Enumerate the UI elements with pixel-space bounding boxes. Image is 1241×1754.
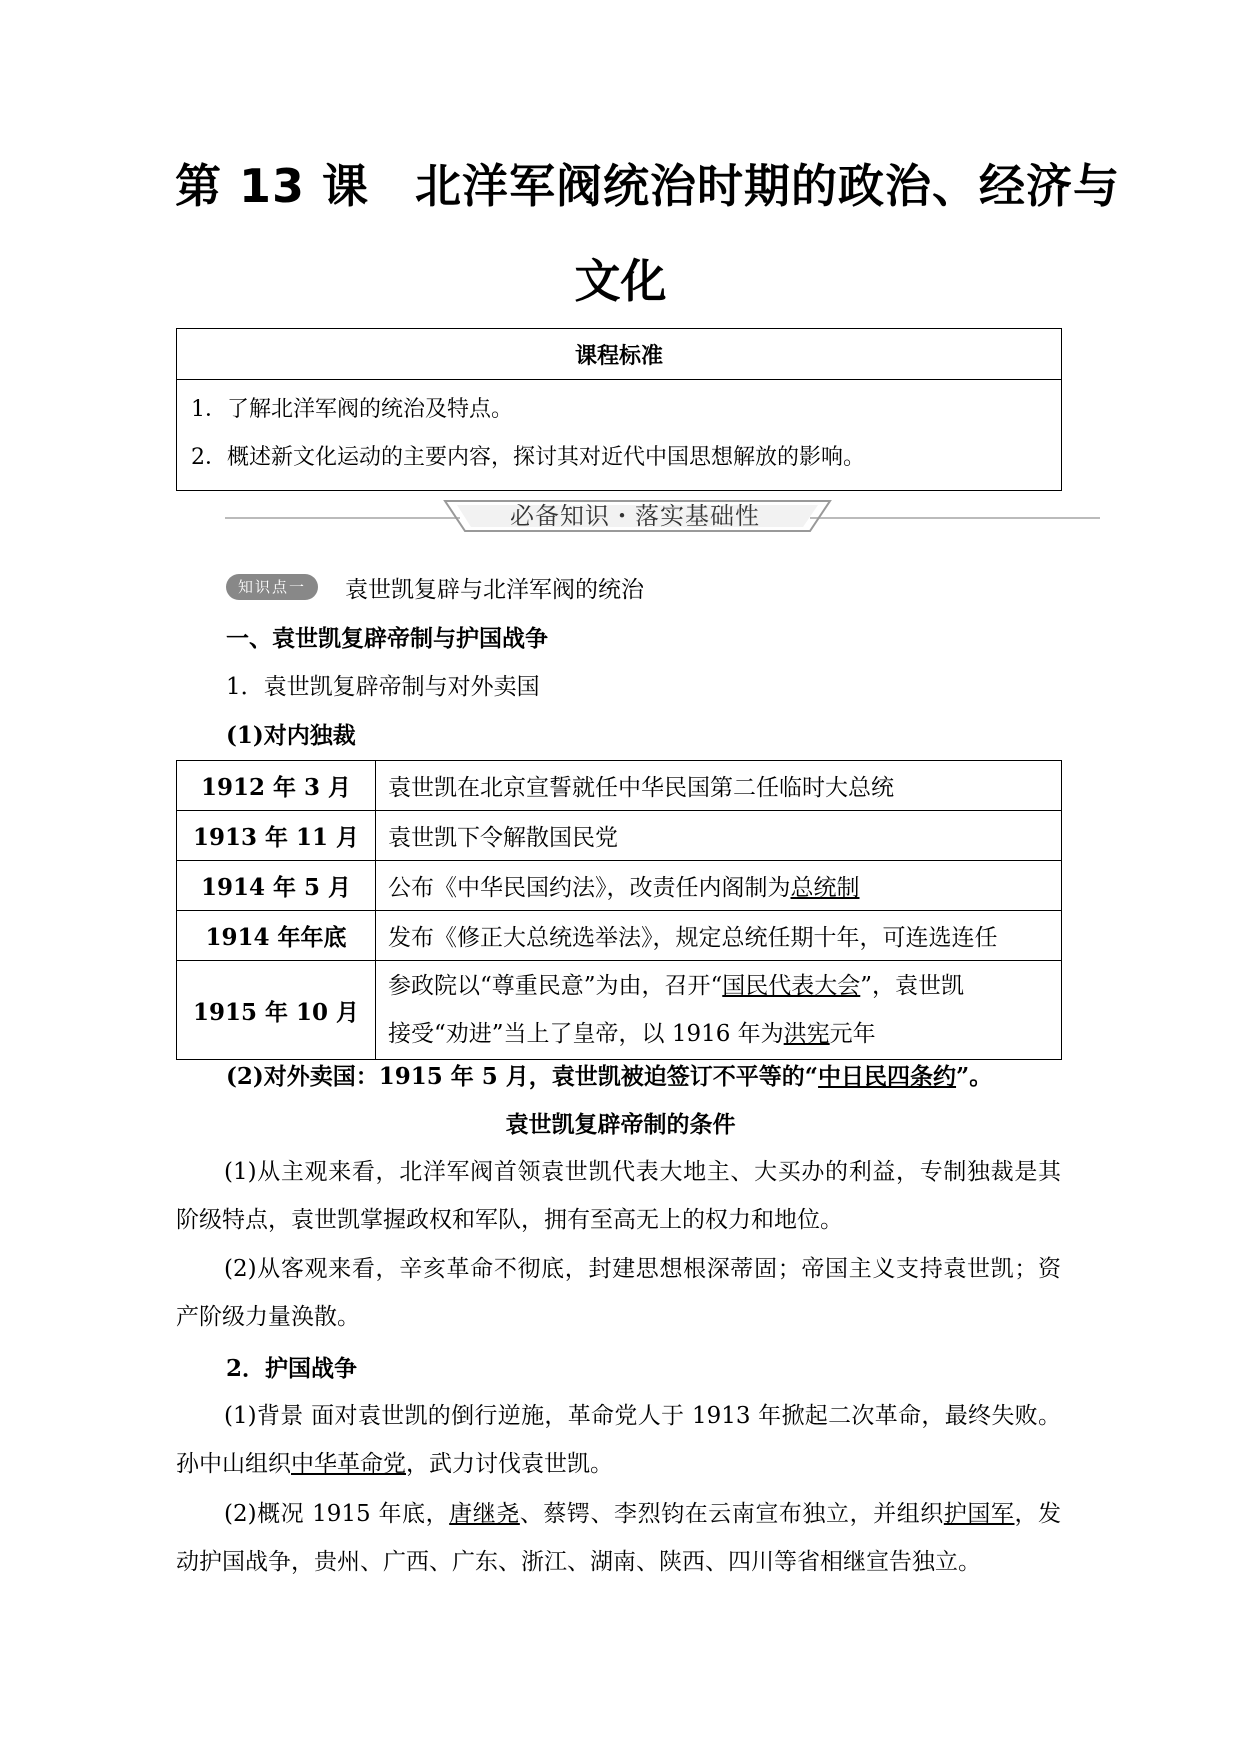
standard-item: 1．了解北洋军阀的统治及特点。 bbox=[191, 397, 513, 422]
timeline-event: 公布《中华民国约法》，改责任内阁制为总统制 bbox=[376, 861, 1062, 911]
timeline-date: 1915 年 10 月 bbox=[177, 961, 376, 1060]
conditions-title: 袁世凯复辟帝制的条件 bbox=[505, 1112, 736, 1138]
condition-paragraph: (1)从主观来看，北洋军阀首领袁世凯代表大地主、大买办的利益，专制独裁是其阶级特点，袁世凯掌握政权和军队，拥有至高无上的权力和地位。 bbox=[176, 1159, 1061, 1233]
timeline-row bbox=[177, 911, 1062, 961]
overview-paragraph: (2)概况 1915 年底，唐继尧、蔡锷、李烈钧在云南宣布独立，并组织护国军，发动护国战争，贵州、广西、广东、浙江、湖南、陕西、四川等省相继宣告独立。 bbox=[176, 1501, 1062, 1575]
underlined-term: 唐继尧 bbox=[449, 1501, 520, 1527]
lesson-title-line2: 文化 bbox=[574, 254, 667, 308]
timeline-row bbox=[177, 961, 1062, 1060]
underlined-term: 洪宪 bbox=[783, 1021, 830, 1047]
timeline-date: 1913 年 11 月 bbox=[177, 811, 376, 861]
section-heading-1: 一、袁世凯复辟帝制与护国战争 bbox=[226, 626, 548, 652]
underlined-term: 护国军 bbox=[943, 1501, 1015, 1527]
timeline-date: 1914 年年底 bbox=[177, 911, 376, 961]
timeline-row bbox=[177, 861, 1062, 911]
background-paragraph: (1)背景 面对袁世凯的倒行逆施，革命党人于 1913 年掀起二次革命，最终失败。孙中山组织中华革命党，武力讨伐袁世凯。 bbox=[176, 1403, 1061, 1477]
timeline-event: 袁世凯在北京宣誓就任中华民国第二任临时大总统 bbox=[376, 761, 1062, 811]
subheading-1b: (2)对外卖国：1915 年 5 月，袁世凯被迫签订不平等的“中日民四条约”。 bbox=[226, 1063, 993, 1090]
knowledge-point-title: 袁世凯复辟与北洋军阀的统治 bbox=[345, 577, 644, 603]
subheading-1: 1．袁世凯复辟帝制与对外卖国 bbox=[226, 674, 540, 700]
underlined-term: 国民代表大会 bbox=[722, 973, 861, 999]
timeline-event: 袁世凯下令解散国民党 bbox=[376, 811, 1062, 861]
knowledge-point-tag: 知识点一 bbox=[226, 574, 318, 600]
timeline-event: 参政院以“尊重民意”为由，召开“国民代表大会”，袁世凯 接受“劝进”当上了皇帝，以 1916 年为洪宪元年 bbox=[376, 961, 1062, 1060]
subheading-1a: (1)对内独裁 bbox=[226, 722, 356, 749]
underlined-term: 中日民四条约 bbox=[818, 1063, 957, 1090]
underlined-term: 总统制 bbox=[790, 875, 860, 901]
condition-paragraph: (2)从客观来看，辛亥革命不彻底，封建思想根深蒂固；帝国主义支持袁世凯；资产阶级力量涣散。 bbox=[176, 1256, 1061, 1330]
curriculum-standard-header: 课程标准 bbox=[177, 329, 1062, 380]
underlined-term: 中华革命党 bbox=[291, 1451, 406, 1477]
subheading-2: 2．护国战争 bbox=[226, 1355, 358, 1382]
timeline-date: 1912 年 3 月 bbox=[177, 761, 376, 811]
section-banner bbox=[225, 495, 1100, 537]
curriculum-standard-box bbox=[176, 328, 1062, 491]
standard-item: 2．概述新文化运动的主要内容，探讨其对近代中国思想解放的影响。 bbox=[191, 445, 865, 470]
lesson-title-line1 bbox=[175, 150, 1120, 216]
timeline-table bbox=[176, 760, 1062, 1060]
timeline-row bbox=[177, 811, 1062, 861]
lesson-number: 第 13 课 bbox=[175, 159, 370, 213]
timeline-date: 1914 年 5 月 bbox=[177, 861, 376, 911]
lesson-title-text: 北洋军阀统治时期的政治、经济与 bbox=[415, 159, 1121, 213]
timeline-event: 发布《修正大总统选举法》，规定总统任期十年，可连选连任 bbox=[376, 911, 1062, 961]
curriculum-standard-body bbox=[177, 380, 1062, 491]
banner-label: 必备知识・落实基础性 bbox=[510, 502, 760, 530]
timeline-row bbox=[177, 761, 1062, 811]
